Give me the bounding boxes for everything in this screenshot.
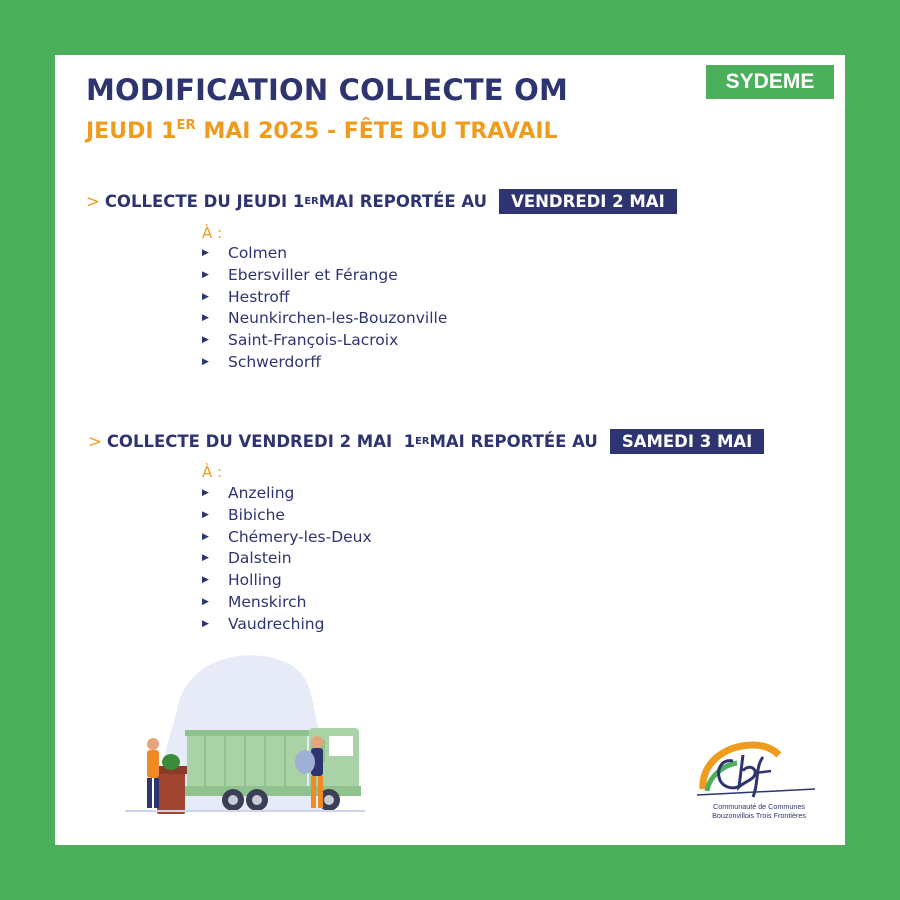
arrow-icon: > <box>86 192 100 211</box>
list-item: ▶ Schwerdorff <box>202 352 447 374</box>
bullet-triangle-icon: ▶ <box>202 575 209 586</box>
bullet-triangle-icon: ▶ <box>202 488 209 498</box>
section1-a-label: À : <box>202 224 223 242</box>
list-item: ▶ Colmen <box>202 243 447 265</box>
bullet-triangle-icon: ▶ <box>202 596 209 607</box>
section1-date-pill: VENDREDI 2 MAI <box>499 189 677 214</box>
bullet-triangle-icon: ▶ <box>202 335 209 346</box>
garbage-truck-illustration <box>125 650 365 820</box>
bullet-triangle-icon: ▶ <box>202 618 209 629</box>
page-subtitle: JEUDI 1ER MAI 2025 - FÊTE DU TRAVAIL <box>86 117 558 144</box>
list-item: ▶ Bibiche <box>202 505 372 527</box>
bullet-triangle-icon: ▶ <box>202 531 209 542</box>
bullet-triangle-icon: ▶ <box>202 553 209 564</box>
ccbf-logo <box>693 737 823 803</box>
list-item: ▶ Holling <box>202 570 372 592</box>
list-item: ▶ Ebersviller et Férange <box>202 265 447 287</box>
bullet-triangle-icon: ▶ <box>202 356 209 367</box>
list-item: ▶ Dalstein <box>202 548 372 570</box>
ccbf-logo-text: Communauté de Communes Bouzonvillois Trois Frontières <box>712 802 806 820</box>
list-item: ▶ Neunkirchen-les-Bouzonville <box>202 308 447 330</box>
arrow-icon: > <box>88 432 102 451</box>
list-item: ▶ Menskirch <box>202 592 372 614</box>
section1-heading: > COLLECTE DU JEUDI 1 ER MAI REPORTÉE AU VENDREDI 2 MAI <box>86 189 677 214</box>
bullet-triangle-icon: ▶ <box>202 291 209 302</box>
page-title: MODIFICATION COLLECTE OM <box>86 73 569 107</box>
list-item: ▶ Anzeling <box>202 483 372 505</box>
bullet-triangle-icon: ▶ <box>202 313 209 324</box>
section2-date-pill: SAMEDI 3 MAI <box>610 429 764 454</box>
announcement-card <box>55 55 845 845</box>
section2-heading: > COLLECTE DU VENDREDI 2 MAI 1 ER MAI REPORTÉE AU SAMEDI 3 MAI <box>88 429 764 454</box>
list-item: ▶ Hestroff <box>202 287 447 309</box>
bullet-triangle-icon: ▶ <box>202 509 209 520</box>
list-item: ▶ Vaudreching <box>202 614 372 636</box>
section1-town-list <box>202 243 447 374</box>
bullet-triangle-icon: ▶ <box>202 269 209 280</box>
list-item: ▶ Saint-François-Lacroix <box>202 330 447 352</box>
bullet-triangle-icon: ▶ <box>202 248 209 258</box>
section2-town-list <box>202 483 372 636</box>
section2-a-label: À : <box>202 463 223 481</box>
list-item: ▶ Chémery-les-Deux <box>202 527 372 549</box>
sydeme-badge: SYDEME <box>706 65 834 99</box>
